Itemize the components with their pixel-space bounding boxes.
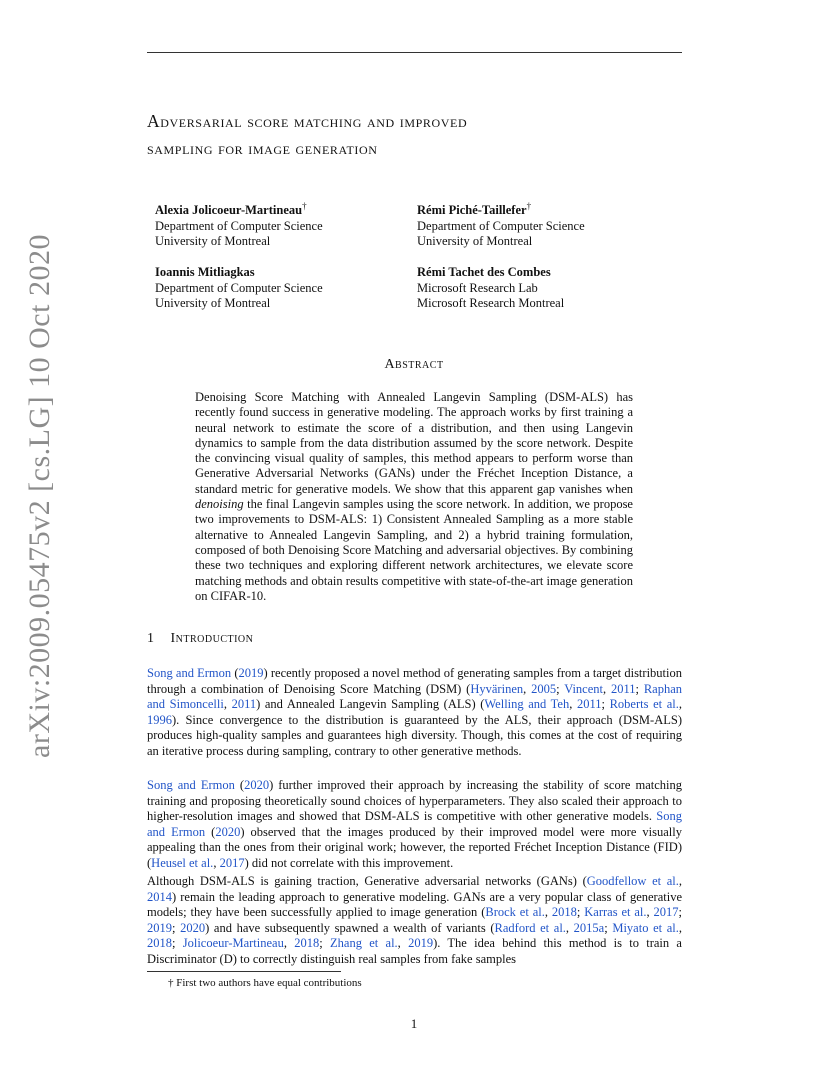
citation-link[interactable]: 2017 <box>653 905 679 919</box>
citation-link[interactable]: 2014 <box>147 889 172 904</box>
citation-link[interactable]: Goodfellow et al. <box>586 874 679 888</box>
citation-link[interactable]: 2011 <box>231 697 257 711</box>
paragraph-text: ; <box>635 681 644 696</box>
citation-link[interactable]: Song and Ermon <box>147 666 232 680</box>
paragraph-text: , <box>223 697 232 711</box>
body-paragraph <box>147 666 682 759</box>
citation-link[interactable]: Vincent <box>564 681 604 696</box>
paragraph-text: ; <box>576 905 585 919</box>
footnote: † First two authors have equal contributions <box>168 977 362 989</box>
paragraph-text: ). Since convergence to the distribution is guaranteed by the ALS, their approach (DSM-ALS) produces high-quality samples and guarantees high diversity. Though, this comes at the cost of requiring an iterative process during sampling, contrary to other generative methods. <box>147 712 682 758</box>
author-block <box>155 199 323 250</box>
author-affiliation: Microsoft Research Montreal <box>417 296 565 310</box>
title-line-1: Adversarial score matching and improved <box>147 111 468 131</box>
citation-link[interactable]: 2020 <box>215 824 241 839</box>
citation-link[interactable]: 2018 <box>551 905 577 919</box>
paragraph-text: ( <box>234 778 245 792</box>
abstract-emphasis: denoising <box>195 497 244 512</box>
paragraph-text: ; <box>678 905 683 919</box>
author-name: Rémi Piché-Taillefer† <box>417 201 532 218</box>
author-name: Alexia Jolicoeur-Martineau† <box>155 201 307 218</box>
paragraph-text: ) did not correlate with this improvement. <box>244 855 454 870</box>
top-rule <box>147 52 682 53</box>
citation-link[interactable]: Roberts et al. <box>609 697 679 711</box>
page-number: 1 <box>410 1016 418 1031</box>
citation-link[interactable]: Karras et al. <box>584 905 647 919</box>
paragraph-text: ; <box>172 936 183 950</box>
author-name: Ioannis Mitliagkas <box>155 265 255 279</box>
citation-link[interactable]: 2019 <box>238 666 264 680</box>
body-paragraph <box>147 874 682 967</box>
arxiv-stamp <box>22 234 58 758</box>
citation-link[interactable]: 2017 <box>219 855 245 870</box>
paragraph-text: ) and have subsequently spawned a wealth of variants ( <box>205 920 495 935</box>
author-block <box>155 265 323 312</box>
paragraph-text: , <box>544 905 552 919</box>
paragraph-text: , <box>523 681 532 696</box>
title-line-2: sampling for image generation <box>147 138 378 158</box>
citation-link[interactable]: Brock et al. <box>485 905 545 919</box>
author-affiliation: University of Montreal <box>155 234 271 249</box>
paragraph-text: ) further improved their approach by increasing the stability of score matching training and proposing theoretically sound choices of hyperparameters. They also scaled their approach to higher-resolution images and showed that DSM-ALS is competitive with other generative models. <box>147 778 682 823</box>
author-name: Rémi Tachet des Combes <box>417 265 551 279</box>
citation-link[interactable]: 2018 <box>294 936 320 950</box>
paragraph-text: ). The idea behind this method is to train a Discriminator (D) to correctly distinguish real samples from fake samples <box>147 936 682 966</box>
citation-link[interactable]: 2011 <box>576 697 602 711</box>
paragraph-text: , <box>569 697 577 711</box>
citation-link[interactable]: Song and Ermon <box>147 809 682 839</box>
paragraph-text: , <box>603 681 611 696</box>
paper-title <box>147 108 687 162</box>
citation-link[interactable]: Jolicoeur-Martineau <box>182 936 284 950</box>
author-block <box>417 199 585 250</box>
paragraph-text: ; <box>601 697 610 711</box>
citation-link[interactable]: Zhang et al. <box>330 936 398 950</box>
paragraph-text: , <box>678 697 682 711</box>
paragraph-text: Although DSM-ALS is gaining traction, Generative adversarial networks (GANs) ( <box>147 874 587 888</box>
body-paragraph <box>147 778 682 871</box>
author-affiliation: Department of Computer Science <box>417 218 585 233</box>
author-affiliation: University of Montreal <box>417 234 533 249</box>
citation-link[interactable]: 2019 <box>147 920 172 935</box>
footnote-rule <box>147 971 341 972</box>
paragraph-text: , <box>678 874 682 888</box>
equal-contribution-mark: † <box>302 201 307 211</box>
paragraph-text: ; <box>319 936 331 950</box>
citation-link[interactable]: 2005 <box>531 681 557 696</box>
citation-link[interactable]: Welling and Teh <box>484 697 570 711</box>
section-heading <box>147 631 253 647</box>
abstract-heading: Abstract <box>384 357 444 372</box>
paragraph-text: , <box>565 920 574 935</box>
paragraph-text: ; <box>604 920 613 935</box>
paragraph-text: , <box>646 905 654 919</box>
section-title: Introduction <box>170 631 254 646</box>
citation-link[interactable]: Song and Ermon <box>147 778 235 792</box>
author-block <box>417 265 564 312</box>
citation-link[interactable]: 1996 <box>147 712 172 727</box>
paragraph-text: ; <box>172 920 181 935</box>
paragraph-text: ) recently proposed a novel method of generating samples from a target distribution through a combination of Denoising Score Matching (DSM) ( <box>147 666 682 696</box>
citation-link[interactable]: 2011 <box>610 681 636 696</box>
paragraph-text: ( <box>231 666 239 680</box>
paragraph-text: ) remain the leading approach to generative modeling. GANs are a very popular class of generative models; they have been successfully applied to image generation ( <box>147 889 682 919</box>
author-affiliation: Department of Computer Science <box>155 218 323 233</box>
paragraph-text: ) and Annealed Langevin Sampling (ALS) ( <box>256 697 485 711</box>
citation-link[interactable]: Miyato et al. <box>612 920 679 935</box>
author-affiliation: Microsoft Research Lab <box>417 280 538 295</box>
equal-contribution-mark: † <box>526 201 532 211</box>
paragraph-text: , <box>283 936 295 950</box>
citation-link[interactable]: Raphan and Simoncelli <box>147 681 683 711</box>
paragraph-text: ( <box>205 824 216 839</box>
section-number: 1 <box>147 631 155 646</box>
author-affiliation: University of Montreal <box>155 296 271 310</box>
citation-link[interactable]: Hyvärinen <box>470 681 524 696</box>
paragraph-text: ; <box>556 681 565 696</box>
paragraph-text: , <box>678 920 682 935</box>
paragraph-text: , <box>213 855 220 870</box>
citation-link[interactable]: 2020 <box>180 920 206 935</box>
citation-link[interactable]: Radford et al. <box>494 920 566 935</box>
citation-link[interactable]: 2018 <box>147 936 172 950</box>
citation-link[interactable]: 2019 <box>408 936 434 950</box>
paragraph-text: ) observed that the images produced by their improved model were more visually appealing than the ones from their original work; however, the reported Fréchet Inception Distance (FID) ( <box>147 824 682 870</box>
citation-link[interactable]: 2015a <box>573 920 605 935</box>
paragraph-text: , <box>397 936 409 950</box>
arxiv-stamp-text: arXiv:2009.05475v2 [cs.LG] 10 Oct 2020 <box>23 234 57 758</box>
citation-link[interactable]: Heusel et al. <box>151 855 214 870</box>
abstract-text: Denoising Score Matching with Annealed Langevin Sampling (DSM-ALS) has recently found success in generative modeling. The approach works by first training a neural network to estimate the score of a distribution, and then using Langevin dynamics to sample from the data distribution assumed by the score network. Despite the convincing visual quality of samples, this method appears to perform worse than Generative Adversarial Networks (GANs) under the Fréchet Inception Distance, a standard metric for generative models. We show that this apparent gap vanishes when denoising the final Langevin samples using the score network. In addition, we propose two improvements to DSM-ALS: 1) Consistent Annealed Sampling as a more stable alternative to Annealed Langevin Sampling, and 2) a hybrid training formulation, composed of both Denoising Score Matching and adversarial objectives. By combining these two techniques and exploring different network architectures, we elevate score matching methods and obtain results competitive with state-of-the-art image generation on CIFAR-10. <box>195 390 633 603</box>
author-affiliation: Department of Computer Science <box>155 280 323 295</box>
citation-link[interactable]: 2020 <box>244 778 270 792</box>
